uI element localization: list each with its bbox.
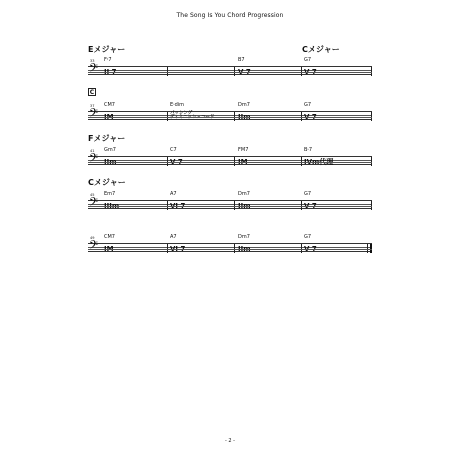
roman-degree: II 7 <box>104 67 117 76</box>
bass-staff <box>88 239 372 255</box>
page-number: - 2 - <box>225 438 235 444</box>
roman-degree: IM <box>104 112 114 121</box>
measure-number: 49 <box>90 236 95 240</box>
chord-symbol: G7 <box>304 191 312 197</box>
roman-degree: IIm <box>104 157 117 166</box>
bass-clef-icon: 𝄢 <box>89 196 99 212</box>
key-label: Cメジャー <box>88 178 126 187</box>
chord-symbol: G7 <box>304 57 312 63</box>
measure-number: 33 <box>90 59 95 63</box>
barline <box>301 112 302 121</box>
barline <box>167 157 168 166</box>
barline <box>301 244 302 253</box>
barline <box>167 201 168 210</box>
key-label: Eメジャー <box>88 45 126 54</box>
roman-degree: VI 7 <box>170 244 186 253</box>
barline <box>167 112 168 121</box>
chord-symbol: A7 <box>170 234 177 240</box>
page-title: The Song Is You Chord Progression <box>176 12 284 19</box>
chord-symbol: B♭7 <box>304 147 313 153</box>
barline <box>167 244 168 253</box>
chord-symbol: G7 <box>304 102 312 108</box>
roman-degree: V 7 <box>304 244 317 253</box>
barline <box>301 67 302 76</box>
barline <box>234 112 235 121</box>
key-label: Fメジャー <box>88 134 126 143</box>
final-barline <box>370 244 372 253</box>
measure-number: 41 <box>90 149 95 153</box>
chord-symbol: Em7 <box>104 191 116 197</box>
bass-clef-icon: 𝄢 <box>89 152 99 168</box>
barline <box>167 67 168 76</box>
bass-staff <box>88 62 372 78</box>
bass-clef-icon: 𝄢 <box>89 107 99 123</box>
chord-symbol: C7 <box>170 147 177 153</box>
barline <box>371 112 372 121</box>
rehearsal-mark: C <box>89 89 95 96</box>
bass-staff <box>88 107 372 123</box>
barline <box>234 67 235 76</box>
bass-staff <box>88 196 372 212</box>
barline <box>234 201 235 210</box>
roman-degree: V 7 <box>238 67 251 76</box>
roman-degree: V 7 <box>304 67 317 76</box>
chord-symbol: Dm7 <box>238 191 250 197</box>
measure-number: 37 <box>90 104 95 108</box>
key-label: Cメジャー <box>302 45 340 54</box>
roman-degree: IIm <box>238 201 251 210</box>
roman-degree: IM <box>104 244 114 253</box>
chord-symbol: A7 <box>170 191 177 197</box>
measure-number: 45 <box>90 193 95 197</box>
chord-symbol: G7 <box>304 234 312 240</box>
bass-staff <box>88 152 372 168</box>
barline <box>234 244 235 253</box>
chord-symbol: F♯7 <box>104 57 112 63</box>
barline <box>371 157 372 166</box>
roman-degree: IIm <box>238 244 251 253</box>
chord-symbol: CM7 <box>104 234 115 240</box>
bass-clef-icon: 𝄢 <box>89 62 99 78</box>
barline <box>234 157 235 166</box>
chord-symbol: CM7 <box>104 102 115 108</box>
chord-symbol: B7 <box>238 57 245 63</box>
barline <box>371 67 372 76</box>
barline <box>301 157 302 166</box>
roman-degree: V 7 <box>170 157 183 166</box>
barline <box>371 201 372 210</box>
roman-degree: V 7 <box>304 112 317 121</box>
roman-degree: IM <box>238 157 248 166</box>
chord-symbol: E♭dim <box>170 102 185 108</box>
chord-symbol: FM7 <box>238 147 249 153</box>
roman-degree: IVm代理 <box>304 157 334 166</box>
final-barline <box>367 244 368 253</box>
roman-degree: V 7 <box>304 201 317 210</box>
roman-degree-annotation: パッシング ディミニッシュコード <box>170 110 215 120</box>
barline <box>301 201 302 210</box>
chord-symbol: Gm7 <box>104 147 116 153</box>
bass-clef-icon: 𝄢 <box>89 239 99 255</box>
roman-degree: VI 7 <box>170 201 186 210</box>
roman-degree: IIIm <box>104 201 120 210</box>
chord-symbol: Dm7 <box>238 234 250 240</box>
chord-symbol: Dm7 <box>238 102 250 108</box>
roman-degree: IIm <box>238 112 251 121</box>
